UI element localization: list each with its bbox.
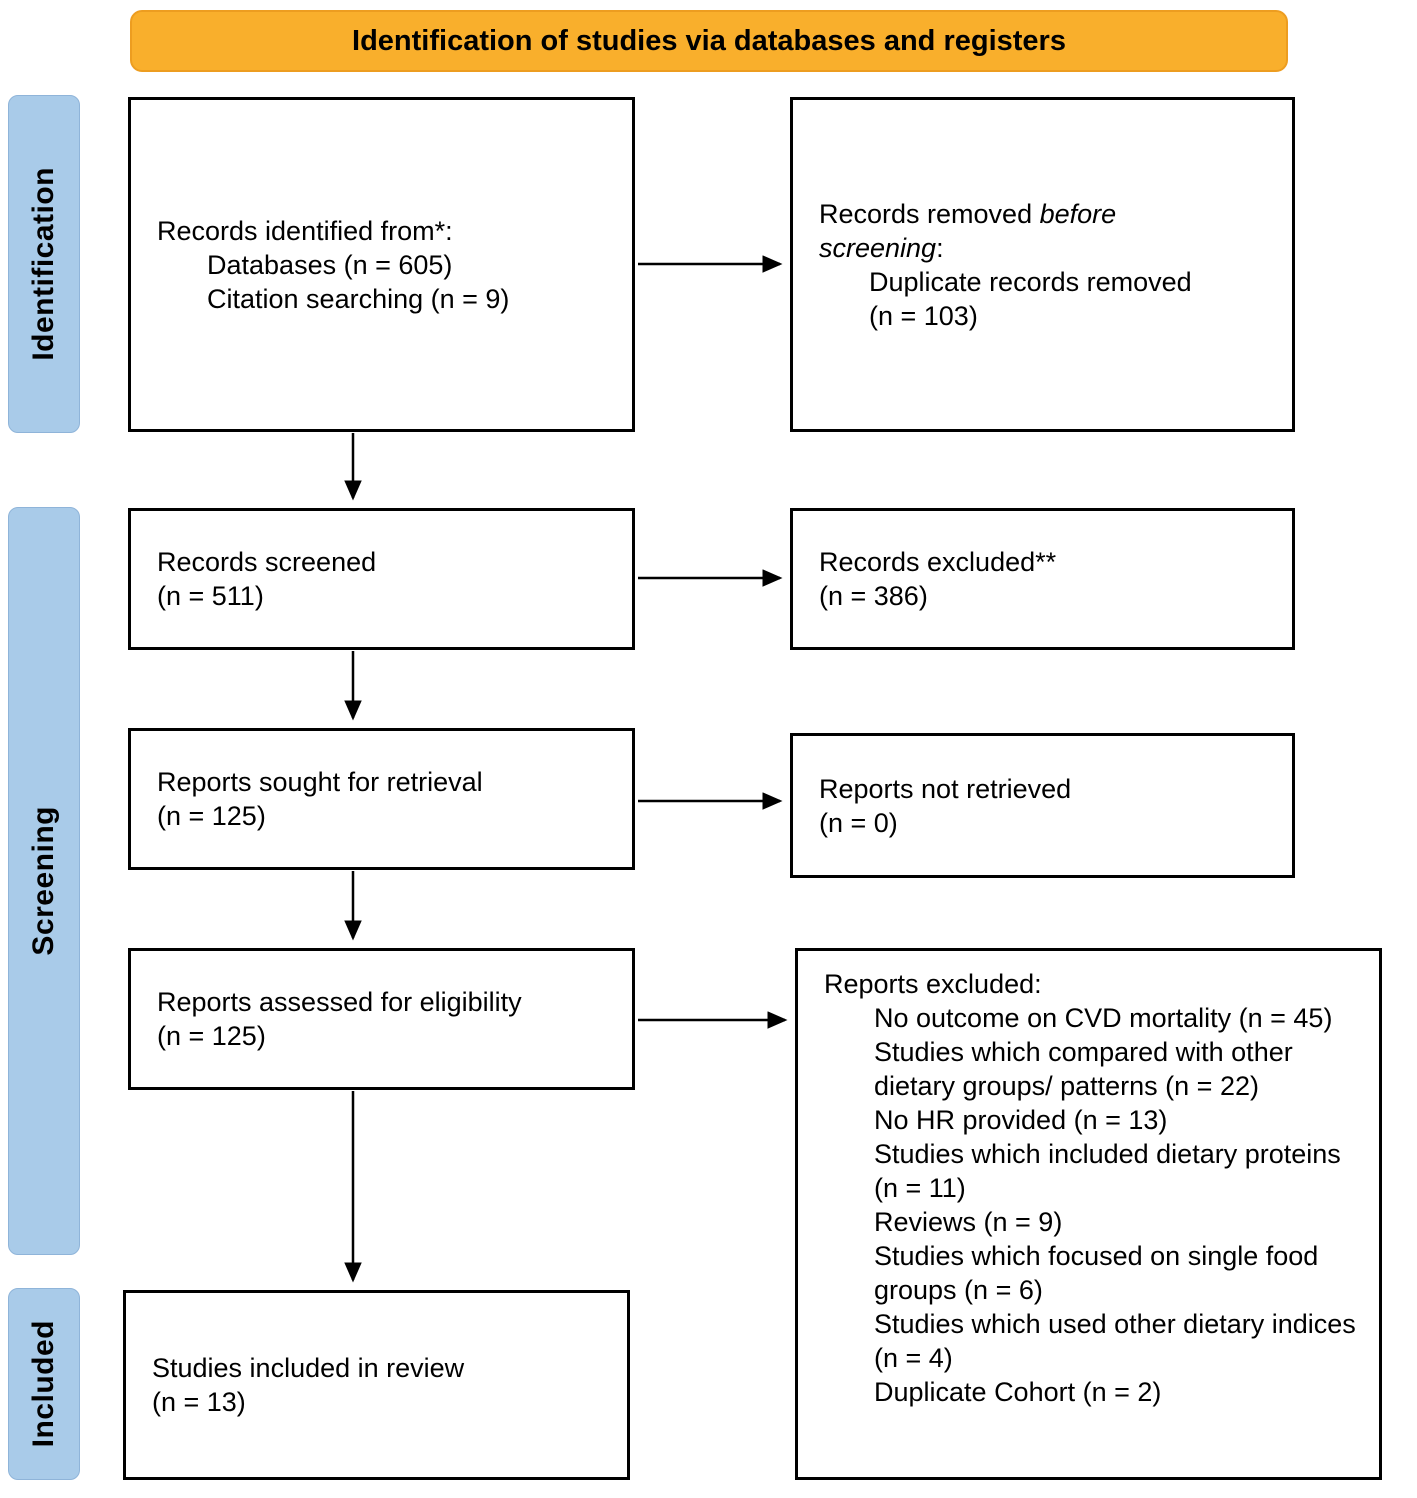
stage-label-screening [8,507,80,1255]
box-reports-sought [128,728,635,870]
box-reports-not-retrieved [790,733,1295,878]
excluded-reason-item: Studies which included dietary proteins (n = 11) [874,1139,1341,1203]
box-studies-included [123,1290,630,1480]
records-screened-n: (n = 511) [157,581,264,611]
box-reports-assessed [128,948,635,1090]
studies-included-n: (n = 13) [152,1387,246,1417]
reports-not-retrieved-label: Reports not retrieved [819,773,1072,804]
records-removed-duplicates: Duplicate records removed [869,266,1192,297]
reports-sought-n: (n = 125) [157,801,266,831]
excluded-reason-item: Reviews (n = 9) [874,1207,1063,1237]
banner-title: Identification of studies via databases and registers [130,10,1288,72]
studies-included-label: Studies included in review [152,1353,465,1383]
records-identified-citation: Citation searching (n = 9) [207,283,510,314]
reports-assessed-label: Reports assessed for eligibility [157,987,522,1017]
excluded-reason-item: Studies which focused on single food groups (n = 6) [874,1241,1319,1305]
excluded-reason-item: Studies which used other dietary indices (n = 4) [874,1309,1356,1373]
reports-assessed-n: (n = 125) [157,1021,266,1051]
excluded-reason-item: Studies which compared with other dietary groups/ patterns (n = 22) [874,1037,1293,1101]
excluded-reason-item: No HR provided (n = 13) [874,1105,1168,1135]
stage-label-identification-text: Identification [27,167,60,361]
box-records-identified [128,97,635,432]
stage-label-screening-text: Screening [27,806,60,956]
box-records-screened [128,508,635,650]
records-removed-duplicates-n: (n = 103) [869,300,978,331]
box-reports-excluded-reasons [795,948,1382,1480]
records-screened-label: Records screened [157,547,377,577]
stage-label-included-text: Included [27,1320,60,1448]
records-identified-heading: Records identified from*: [157,215,453,246]
records-removed-heading-2: screening: [819,232,944,263]
reports-not-retrieved-n: (n = 0) [819,807,898,838]
box-records-removed [790,97,1295,432]
box-records-excluded [790,508,1295,650]
excluded-reason-item: Duplicate Cohort (n = 2) [874,1377,1162,1407]
excluded-reason-item: No outcome on CVD mortality (n = 45) [874,1003,1333,1033]
stage-label-identification [8,95,80,433]
records-identified-databases: Databases (n = 605) [207,249,453,280]
reports-sought-label: Reports sought for retrieval [157,767,483,797]
records-excluded-label: Records excluded** [819,547,1057,577]
stage-label-included [8,1288,80,1480]
records-removed-heading-1: Records removed before [819,198,1117,229]
reports-excluded-title: Reports excluded: [824,969,1042,999]
records-excluded-n: (n = 386) [819,581,928,611]
